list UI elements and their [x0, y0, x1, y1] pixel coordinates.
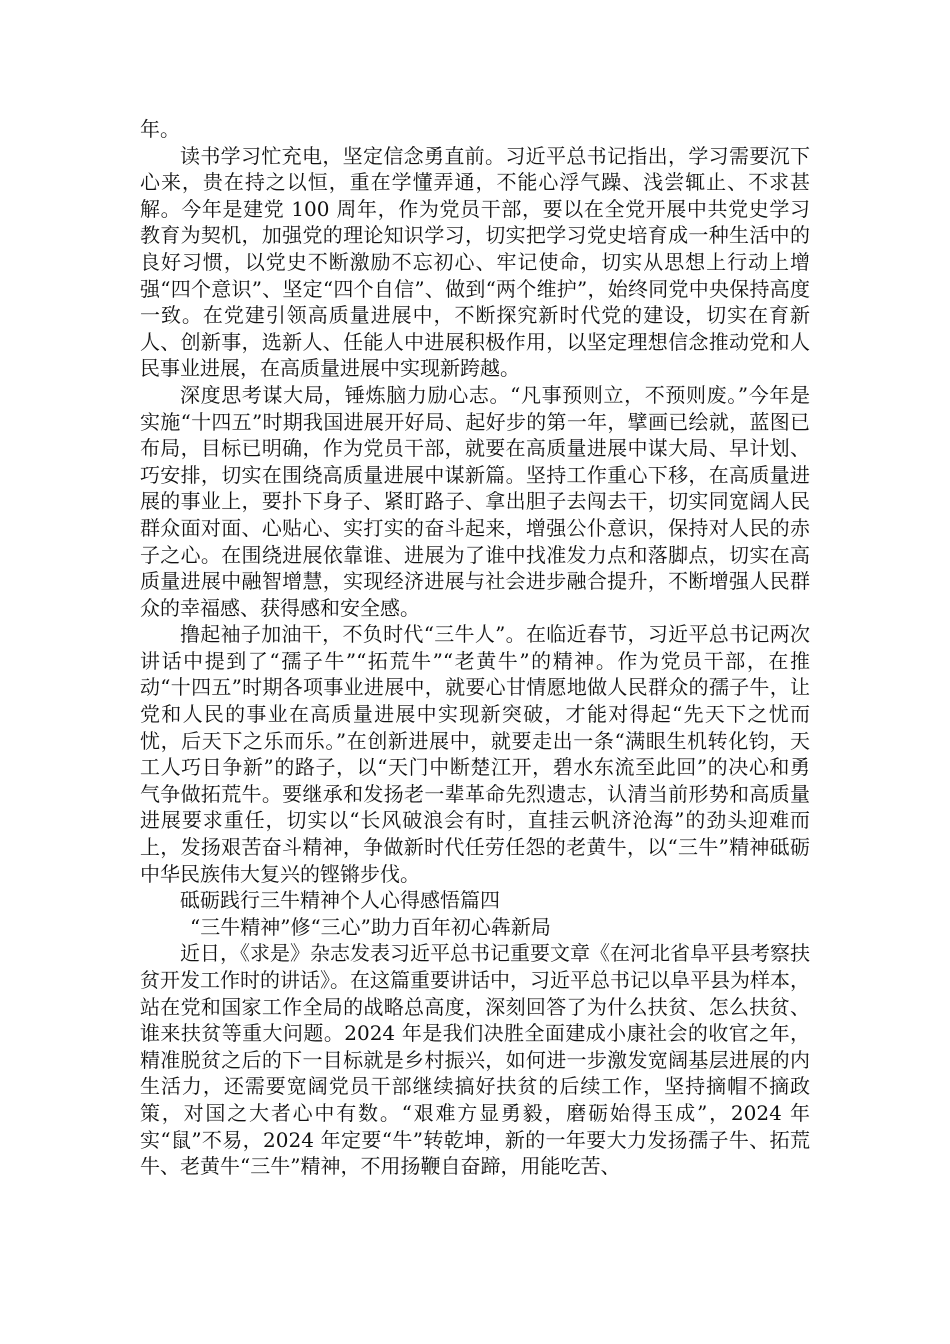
paragraph-section-body: 近日，《求是》杂志发表习近平总书记重要文章《在河北省阜平县考察扶贫开发工作时的讲话》。在这篇重要讲话中，习近平总书记以阜平县为样本，站在党和国家工作全局的战略总高度，深刻回答了为什么扶贫、怎么扶贫、谁来扶贫等重大问题。2024 年是我们决胜全面建成小康社会的收官之年，精准脱贫之后的下一目标就是乡村振兴，如何进一步激发宽阔基层进展的内生活力，还需要宽阔党员干部继续搞好扶贫的后续工作，坚持摘帽不摘政策，对国之大者心中有数。“艰难方显勇毅，磨砺始得玉成”，2024 年实“鼠”不易，2024 年定要“牛”转乾坤，新的一年要大力发扬孺子牛、拓荒牛、老黄牛“三牛”精神，不用扬鞭自奋蹄，用能吃苦、: [140, 941, 810, 1179]
section-subheading: “三牛精神”修“三心”助力百年初心犇新局: [190, 914, 551, 939]
paragraph-thinking: 深度思考谋大局，锤炼脑力励心志。“凡事预则立，不预则废。”今年是实施“十四五”时期我国进展开好局、起好步的第一年，擘画已绘就，蓝图已布局，目标已明确，作为党员干部，就要在高质量进展中谋大局、早计划、巧安排，切实在围绕高质量进展中谋新篇。坚持工作重心下移，在高质量进展的事业上，要扑下身子、紧盯路子、拿出胆子去闯去干，切实同宽阔人民群众面对面、心贴心、实打实的奋斗起来，增强公仆意识，保持对人民的赤子之心。在围绕进展依靠谁、进展为了谁中找准发力点和落脚点，切实在高质量进展中融智增慧，实现经济进展与社会进步融合提升，不断增强人民群众的幸福感、获得感和安全感。: [140, 382, 810, 620]
section-heading: 砥砺践行三牛精神个人心得感悟篇四: [180, 888, 500, 913]
paragraph-continuation: 年。: [140, 117, 180, 141]
paragraph-study: 读书学习忙充电，坚定信念勇直前。习近平总书记指出，学习需要沉下心来，贵在持之以恒，重在学懂弄通，不能心浮气躁、浅尝辄止、不求甚解。今年是建党 100 周年，作为党员干部，要以在全党开展中共党史学习教育为契机，加强党的理论知识学习，切实把学习党史培育成一种生活中的良好习惯，以党史不断激励不忘初心、牢记使命，切实从思想上行动上增强“四个意识”、坚定“四个自信”、做到“两个维护”，始终同党中央保持高度一致。在党建引领高质量进展中，不断探究新时代党的建设，切实在育新人、创新事，选新人、任能人中进展积极作用，以坚定理想信念推动党和人民事业进展，在高质量进展中实现新跨越。: [140, 143, 810, 381]
paragraph-three-oxen: 撸起袖子加油干，不负时代“三牛人”。在临近春节，习近平总书记两次讲话中提到了“孺子牛”“拓荒牛”“老黄牛”的精神。作为党员干部，在推动“十四五”时期各项事业进展中，就要心甘情愿地做人民群众的孺子牛，让党和人民的事业在高质量进展中实现新突破，才能对得起“先天下之忧而忧，后天下之乐而乐。”在创新进展中，就要走出一条“满眼生机转化钧，天工人巧日争新”的路子，以“天门中断楚江开，碧水东流至此回”的决心和勇气争做拓荒牛。要继承和发扬老一辈革命先烈遗志，认清当前形势和高质量进展要求重任，切实以“长风破浪会有时，直挂云帆济沧海”的劲头迎难而上，发扬艰苦奋斗精神，争做新时代任劳任怨的老黄牛，以“三牛”精神砥砺中华民族伟大复兴的铿锵步伐。: [140, 622, 810, 886]
document-page: [140, 116, 810, 1180]
